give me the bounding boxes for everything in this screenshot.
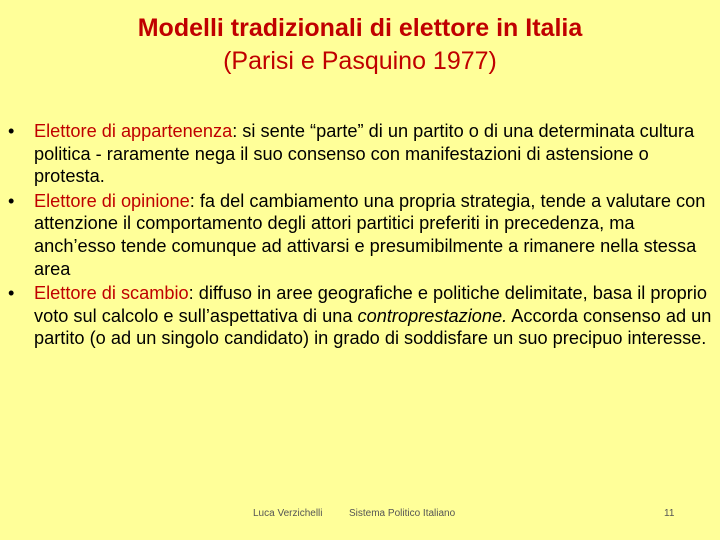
bullet-marker: • [8, 283, 15, 304]
bullet-marker: • [8, 190, 15, 211]
slide-title: Modelli tradizionali di elettore in Italia [137, 14, 583, 42]
footer-course: Sistema Politico Italiano [349, 508, 456, 519]
bullet-marker: • [8, 121, 15, 141]
bullet-item-scambio [8, 282, 713, 350]
slide-title-block [0, 12, 720, 78]
bullet-term: Elettore di appartenenza [34, 121, 233, 141]
bullet-text: : diffuso in aree geografiche e politiche delimitate, basa il proprio voto sul calcolo e sull’aspettativa di una [34, 283, 707, 326]
slide-subtitle: (Parisi e Pasquino 1977) [223, 47, 497, 75]
bullet-item-opinione [8, 190, 713, 280]
footer-page-number: 11 [664, 508, 675, 519]
bullet-text-italic: controprestazione. [357, 305, 508, 326]
footer-author: Luca Verzichelli [253, 508, 323, 519]
bullet-text-after: Accorda consenso ad un partito (o ad un singolo candidato) in grado di soddisfare un suo precipuo interesse. [34, 305, 712, 349]
bullet-term: Elettore di opinione [34, 190, 190, 211]
bullet-text: : si sente “parte” di un partito o di una determinata cultura politica - raramente nega il suo consenso con manifestazioni di astensione o protesta. [34, 121, 695, 187]
bullet-text: : fa del cambiamento una propria strategia, tende a valutare con attenzione il comportamento degli attori partitici preferiti in precedenza, ma anch’esso tende comunque ad attivarsi e presumibilmente a rimanere nella stessa area [34, 190, 706, 279]
bullet-term: Elettore di scambio [34, 283, 189, 304]
bullet-list [8, 120, 713, 352]
bullet-item-appartenenza [8, 120, 713, 188]
